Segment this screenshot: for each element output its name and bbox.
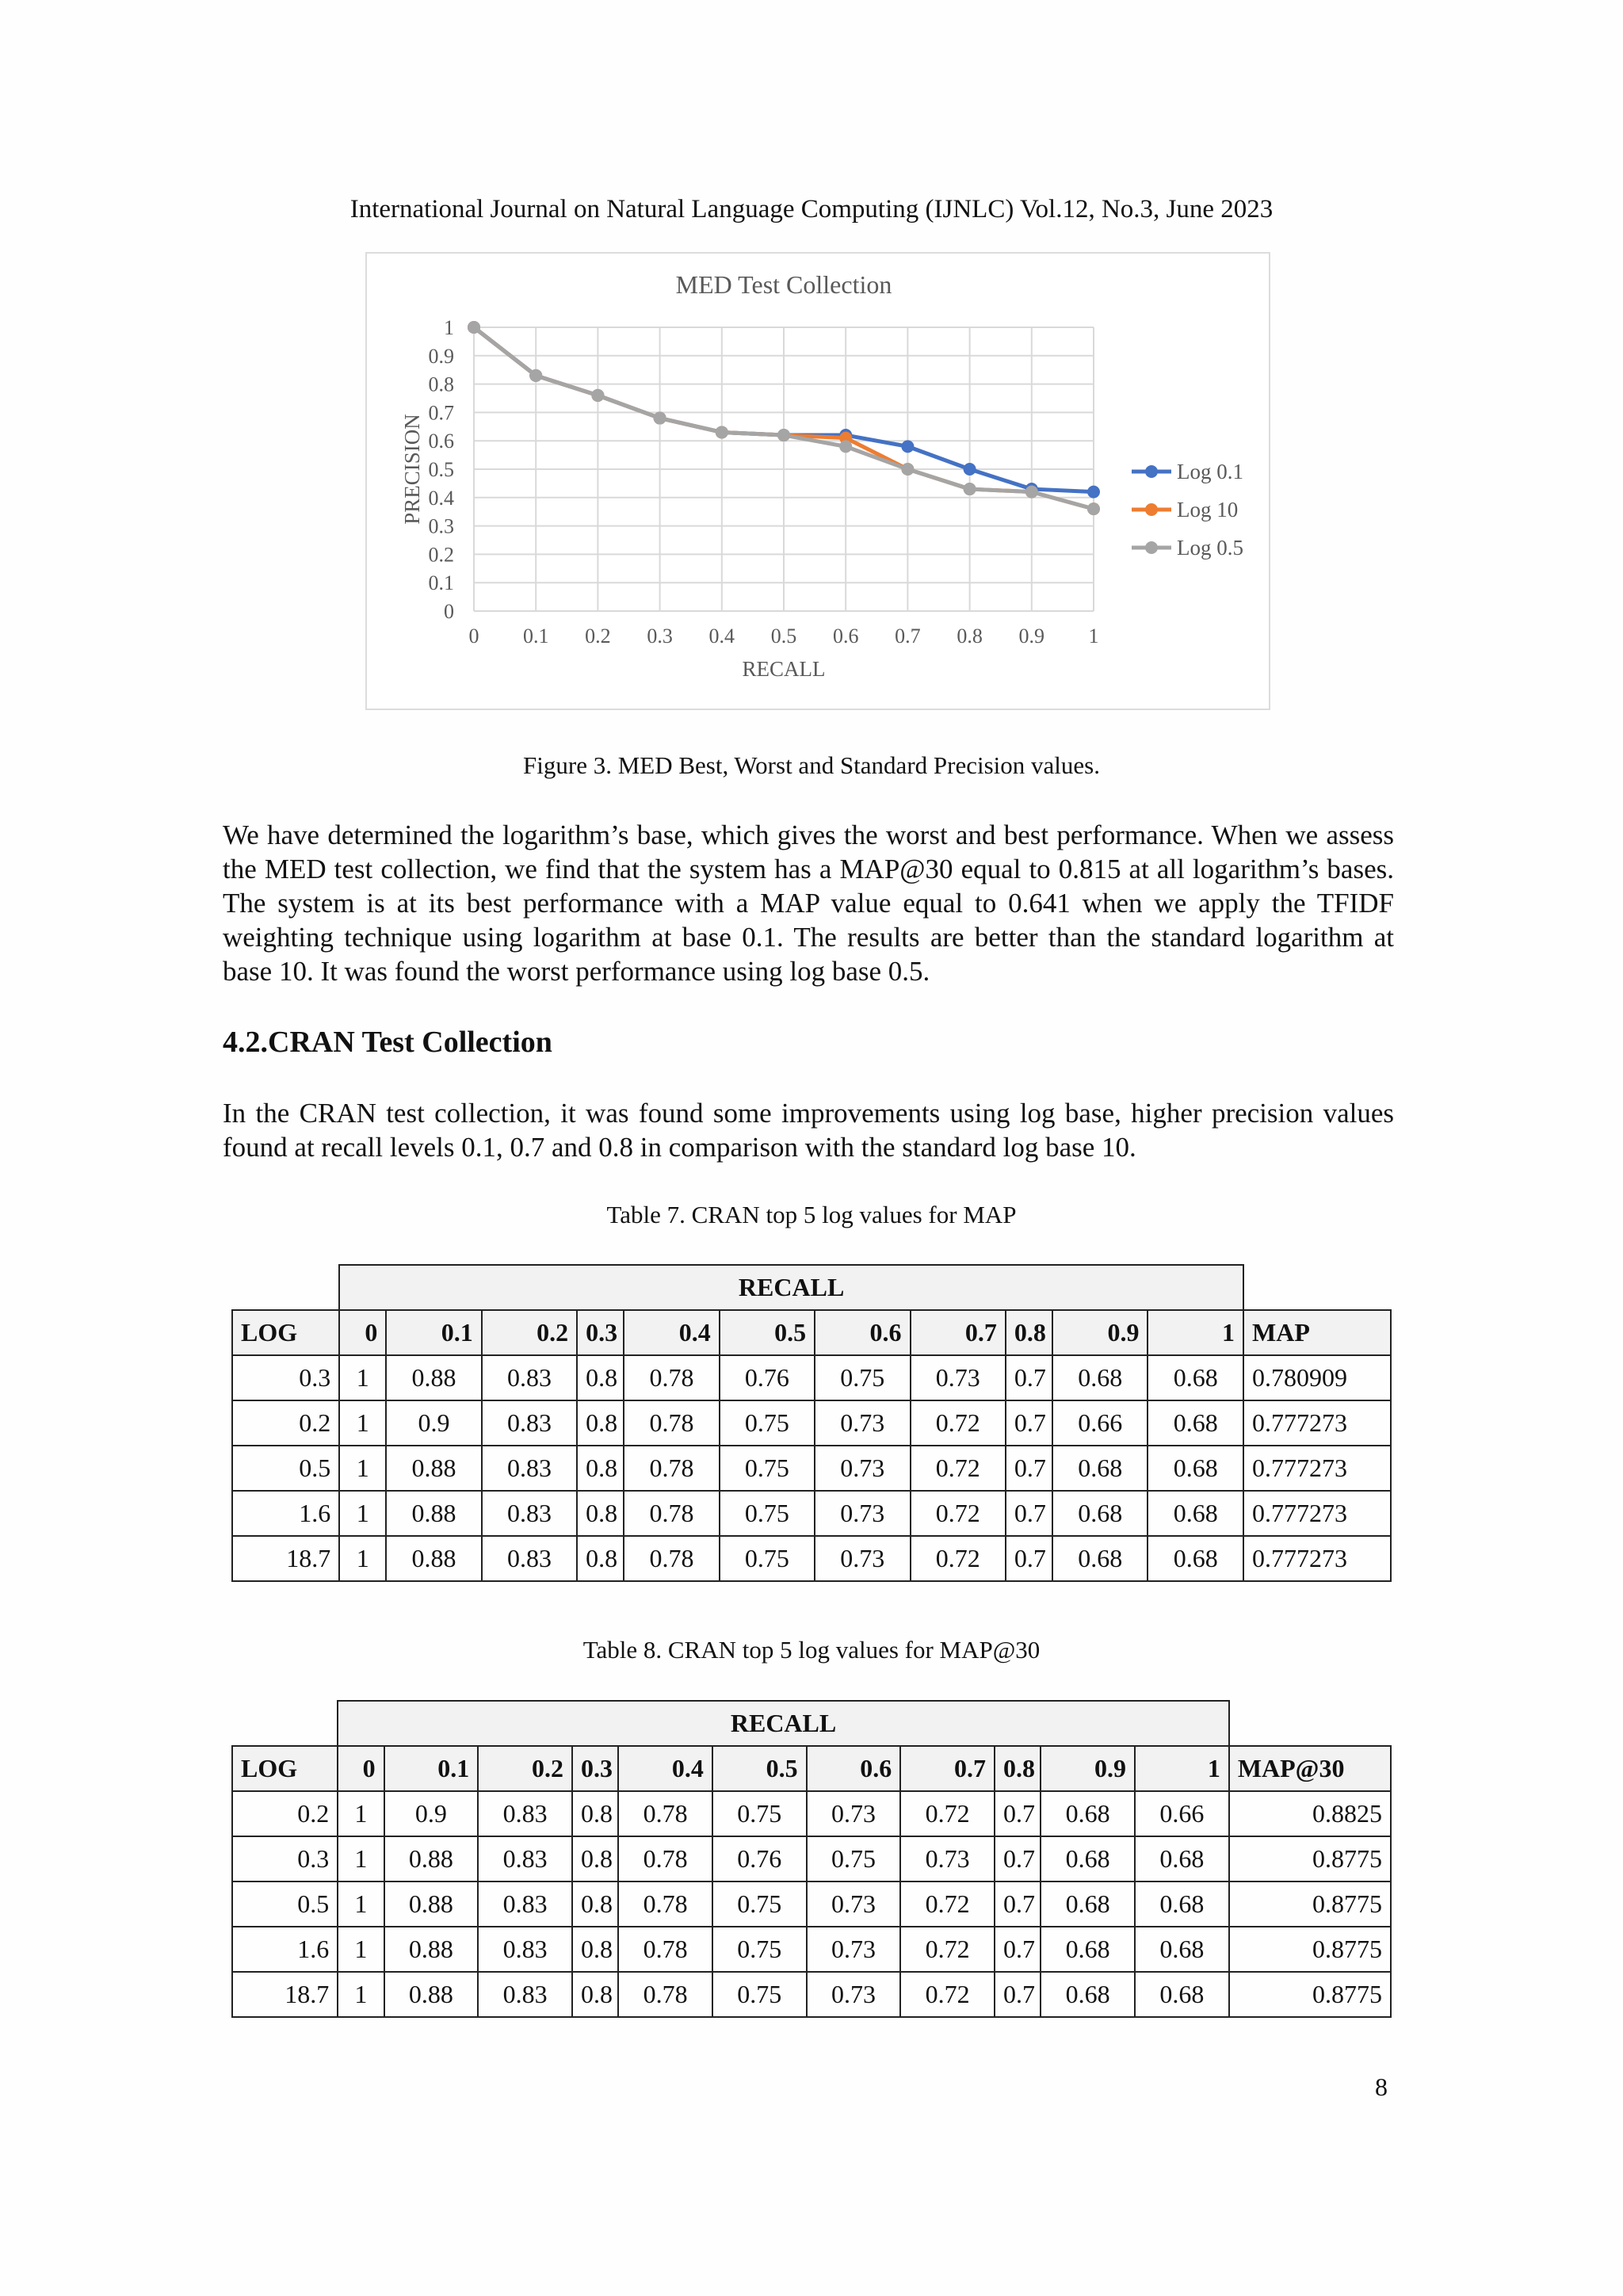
table-cell: 0.83 bbox=[482, 1491, 577, 1536]
column-header: 0 bbox=[339, 1310, 386, 1355]
table-cell: 0.777273 bbox=[1243, 1400, 1391, 1446]
legend-marker bbox=[1145, 541, 1158, 554]
column-header: 0.3 bbox=[577, 1310, 624, 1355]
table-row bbox=[232, 1972, 1391, 2017]
table-cell: 0.78 bbox=[618, 1791, 712, 1836]
y-tick-label: 0 bbox=[444, 600, 454, 623]
table-cell: 1 bbox=[338, 1881, 384, 1927]
data-point bbox=[777, 429, 790, 441]
table-row bbox=[232, 1355, 1391, 1400]
column-header: 0.1 bbox=[386, 1310, 481, 1355]
table-cell: 0.8 bbox=[577, 1400, 624, 1446]
table-cell: 0.72 bbox=[900, 1972, 995, 2017]
table-cell: 0.68 bbox=[1052, 1355, 1148, 1400]
column-header: 0.5 bbox=[712, 1746, 807, 1791]
recall-header-row bbox=[232, 1701, 1391, 1746]
legend-label: Log 0.5 bbox=[1177, 536, 1243, 560]
empty-corner-cell bbox=[232, 1265, 339, 1310]
column-header: LOG bbox=[232, 1310, 339, 1355]
table-cell: 0.8 bbox=[572, 1972, 618, 2017]
table-cell: 0.75 bbox=[720, 1536, 815, 1581]
table-cell: 0.7 bbox=[995, 1881, 1041, 1927]
table-cell: 0.2 bbox=[232, 1400, 339, 1446]
table-cell: 0.8775 bbox=[1229, 1927, 1391, 1972]
column-header: 0 bbox=[338, 1746, 384, 1791]
legend-label: Log 10 bbox=[1177, 498, 1239, 521]
table-cell: 0.83 bbox=[482, 1446, 577, 1491]
x-tick-label: 0.2 bbox=[585, 625, 611, 648]
table-cell: 0.73 bbox=[807, 1927, 901, 1972]
x-tick-label: 0 bbox=[468, 625, 479, 648]
table-cell: 0.68 bbox=[1041, 1927, 1135, 1972]
table-cell: 0.88 bbox=[386, 1536, 481, 1581]
table-cell: 18.7 bbox=[232, 1536, 339, 1581]
y-tick-label: 0.9 bbox=[428, 344, 454, 368]
table-row bbox=[232, 1927, 1391, 1972]
table-cell: 0.68 bbox=[1041, 1972, 1135, 2017]
y-tick-label: 1 bbox=[444, 316, 454, 339]
column-header: 0.9 bbox=[1041, 1746, 1135, 1791]
x-tick-label: 0.3 bbox=[647, 625, 673, 648]
y-tick-label: 0.8 bbox=[428, 372, 454, 396]
table-row bbox=[232, 1836, 1391, 1881]
data-point bbox=[901, 463, 914, 476]
table-cell: 0.75 bbox=[712, 1927, 807, 1972]
table-cell: 0.68 bbox=[1041, 1791, 1135, 1836]
table-cell: 0.75 bbox=[712, 1791, 807, 1836]
table-cell: 0.7 bbox=[1006, 1491, 1052, 1536]
table-cell: 0.75 bbox=[815, 1355, 910, 1400]
running-header: International Journal on Natural Language Computing (IJNLC) Vol.12, No.3, June 2023 bbox=[349, 195, 1274, 223]
table-cell: 0.68 bbox=[1135, 1927, 1229, 1972]
table-cell: 0.76 bbox=[712, 1836, 807, 1881]
table-cell: 0.7 bbox=[1006, 1536, 1052, 1581]
table-cell: 0.78 bbox=[618, 1927, 712, 1972]
recall-header-row bbox=[232, 1265, 1391, 1310]
table-row bbox=[232, 1491, 1391, 1536]
table-cell: 0.76 bbox=[720, 1355, 815, 1400]
table-cell: 0.5 bbox=[232, 1446, 339, 1491]
table-cell: 0.83 bbox=[478, 1972, 572, 2017]
table-cell: 0.3 bbox=[232, 1836, 338, 1881]
data-point bbox=[964, 463, 976, 476]
table-cell: 0.5 bbox=[232, 1881, 338, 1927]
table-cell: 0.66 bbox=[1052, 1400, 1148, 1446]
table-row bbox=[232, 1400, 1391, 1446]
table-cell: 0.777273 bbox=[1243, 1446, 1391, 1491]
table-cell: 0.8775 bbox=[1229, 1972, 1391, 2017]
table-cell: 1 bbox=[339, 1536, 386, 1581]
paragraph-cran-intro: In the CRAN test collection, it was found some improvements using log base, higher precision values found at recall levels 0.1, 0.7 and 0.8 in comparison with the standard log base 10. bbox=[223, 1098, 1394, 1163]
table-cell: 0.68 bbox=[1148, 1446, 1243, 1491]
table-cell: 0.7 bbox=[1006, 1446, 1052, 1491]
data-point bbox=[716, 426, 728, 438]
table-cell: 0.8 bbox=[577, 1355, 624, 1400]
table-cell: 0.83 bbox=[482, 1400, 577, 1446]
column-header: 0.4 bbox=[624, 1310, 719, 1355]
table-cell: 0.780909 bbox=[1243, 1355, 1391, 1400]
table-row bbox=[232, 1791, 1391, 1836]
column-header: 0.2 bbox=[478, 1746, 572, 1791]
table-cell: 1 bbox=[338, 1791, 384, 1836]
column-header: 0.4 bbox=[618, 1746, 712, 1791]
table-cell: 0.68 bbox=[1052, 1491, 1148, 1536]
column-header: 0.6 bbox=[815, 1310, 910, 1355]
table-cell: 0.75 bbox=[712, 1881, 807, 1927]
table-cell: 0.78 bbox=[624, 1536, 719, 1581]
table-cell: 0.8 bbox=[577, 1536, 624, 1581]
section-heading: 4.2.CRAN Test Collection bbox=[223, 1026, 552, 1059]
table-cell: 0.68 bbox=[1135, 1881, 1229, 1927]
legend-label: Log 0.1 bbox=[1177, 460, 1243, 483]
recall-group-header: RECALL bbox=[339, 1265, 1243, 1310]
table-cell: 1 bbox=[339, 1355, 386, 1400]
data-point bbox=[1087, 486, 1100, 499]
table-cell: 0.73 bbox=[815, 1446, 910, 1491]
paragraph-med-results: We have determined the logarithm’s base, which gives the worst and best performance. When we assess the MED test collection, we find that the system has a MAP@30 equal to 0.815 at all logarithm’s bases. The system is at its best performance with a MAP value equal to 0.641 when we apply the TFIDF weighting technique using logarithm at base 0.1. The results are better than the standard logarithm at base 10. It was found the worst performance using log base 0.5. bbox=[223, 819, 1394, 987]
column-header: 0.1 bbox=[384, 1746, 479, 1791]
legend-marker bbox=[1145, 465, 1158, 478]
column-header: 0.6 bbox=[807, 1746, 901, 1791]
table-cell: 0.88 bbox=[386, 1355, 481, 1400]
table-cell: 0.68 bbox=[1041, 1881, 1135, 1927]
table-cell: 0.72 bbox=[911, 1536, 1006, 1581]
column-header: 0.2 bbox=[482, 1310, 577, 1355]
table-cell: 0.7 bbox=[995, 1972, 1041, 2017]
table-cell: 1 bbox=[339, 1491, 386, 1536]
x-tick-label: 0.7 bbox=[895, 625, 921, 648]
table-cell: 0.83 bbox=[482, 1355, 577, 1400]
column-header: 1 bbox=[1135, 1746, 1229, 1791]
table-cell: 0.83 bbox=[478, 1836, 572, 1881]
empty-corner-cell bbox=[232, 1701, 338, 1746]
table-cell: 0.68 bbox=[1148, 1491, 1243, 1536]
data-point bbox=[529, 369, 542, 382]
table-cell: 0.75 bbox=[720, 1400, 815, 1446]
table-cell: 1 bbox=[338, 1836, 384, 1881]
table-cell: 0.73 bbox=[807, 1881, 901, 1927]
y-tick-label: 0.4 bbox=[428, 486, 454, 510]
y-tick-label: 0.6 bbox=[428, 430, 454, 453]
x-tick-label: 0.5 bbox=[770, 625, 797, 648]
table-cell: 1 bbox=[339, 1400, 386, 1446]
table-cell: 0.75 bbox=[712, 1972, 807, 2017]
table-cell: 0.72 bbox=[911, 1446, 1006, 1491]
table-cell: 1 bbox=[338, 1972, 384, 2017]
table-cell: 0.78 bbox=[624, 1446, 719, 1491]
table-cell: 0.68 bbox=[1148, 1355, 1243, 1400]
table-cell: 0.83 bbox=[482, 1536, 577, 1581]
x-tick-label: 0.8 bbox=[957, 625, 983, 648]
table7-caption: Table 7. CRAN top 5 log values for MAP bbox=[606, 1201, 1017, 1228]
recall-group-header: RECALL bbox=[338, 1701, 1229, 1746]
table-cell: 0.8 bbox=[572, 1836, 618, 1881]
data-point bbox=[1025, 486, 1038, 499]
table-cell: 0.68 bbox=[1135, 1836, 1229, 1881]
y-tick-label: 0.2 bbox=[428, 543, 454, 567]
table-cell: 0.75 bbox=[720, 1491, 815, 1536]
page-number: 8 bbox=[1375, 2073, 1388, 2101]
column-header-row bbox=[232, 1310, 1391, 1355]
empty-corner-cell bbox=[1229, 1701, 1391, 1746]
table-cell: 0.73 bbox=[807, 1791, 901, 1836]
table-cell: 0.9 bbox=[386, 1400, 481, 1446]
table-cell: 0.68 bbox=[1041, 1836, 1135, 1881]
table-cell: 0.72 bbox=[900, 1927, 995, 1972]
table-cell: 1.6 bbox=[232, 1491, 339, 1536]
table-cell: 0.9 bbox=[384, 1791, 479, 1836]
data-point bbox=[964, 483, 976, 495]
y-tick-label: 0.1 bbox=[428, 571, 454, 595]
table-cell: 0.7 bbox=[995, 1927, 1041, 1972]
table-cell: 0.75 bbox=[720, 1446, 815, 1491]
table-cell: 1.6 bbox=[232, 1927, 338, 1972]
table-cell: 0.88 bbox=[386, 1446, 481, 1491]
column-header: 1 bbox=[1148, 1310, 1243, 1355]
column-header: LOG bbox=[232, 1746, 338, 1791]
table-cell: 0.66 bbox=[1135, 1791, 1229, 1836]
table-cell: 0.88 bbox=[384, 1972, 479, 2017]
column-header: 0.9 bbox=[1052, 1310, 1148, 1355]
table-cell: 0.88 bbox=[384, 1881, 479, 1927]
column-header-row bbox=[232, 1746, 1391, 1791]
y-tick-label: 0.7 bbox=[428, 401, 454, 425]
table8-caption: Table 8. CRAN top 5 log values for MAP@30 bbox=[582, 1636, 1041, 1664]
table-cell: 0.7 bbox=[1006, 1400, 1052, 1446]
data-point bbox=[591, 389, 604, 402]
table-cell: 0.88 bbox=[384, 1836, 479, 1881]
chart-title: MED Test Collection bbox=[675, 270, 892, 299]
column-header: MAP@30 bbox=[1229, 1746, 1391, 1791]
table-cell: 0.72 bbox=[911, 1400, 1006, 1446]
table7 bbox=[231, 1264, 1392, 1582]
data-point bbox=[839, 440, 852, 453]
legend-marker bbox=[1145, 503, 1158, 516]
chart-svg bbox=[367, 254, 1272, 712]
table-cell: 0.83 bbox=[478, 1927, 572, 1972]
y-tick-label: 0.5 bbox=[428, 458, 454, 481]
x-tick-label: 0.9 bbox=[1018, 625, 1045, 648]
table-cell: 1 bbox=[339, 1446, 386, 1491]
data-point bbox=[901, 440, 914, 453]
data-point bbox=[654, 412, 666, 425]
table-cell: 0.777273 bbox=[1243, 1536, 1391, 1581]
table-cell: 0.8775 bbox=[1229, 1881, 1391, 1927]
table-cell: 0.78 bbox=[618, 1836, 712, 1881]
table-row bbox=[232, 1881, 1391, 1927]
x-tick-label: 0.6 bbox=[832, 625, 859, 648]
column-header: 0.5 bbox=[720, 1310, 815, 1355]
table-cell: 0.78 bbox=[618, 1972, 712, 2017]
table-cell: 0.7 bbox=[1006, 1355, 1052, 1400]
table-cell: 0.8 bbox=[572, 1881, 618, 1927]
table-cell: 0.88 bbox=[386, 1491, 481, 1536]
y-tick-label: 0.3 bbox=[428, 514, 454, 538]
table-cell: 0.78 bbox=[624, 1355, 719, 1400]
table-cell: 0.8 bbox=[572, 1927, 618, 1972]
table8 bbox=[231, 1700, 1392, 2018]
table-cell: 0.72 bbox=[911, 1491, 1006, 1536]
med-precision-chart bbox=[365, 252, 1270, 710]
table-cell: 0.72 bbox=[900, 1881, 995, 1927]
table-cell: 0.73 bbox=[911, 1355, 1006, 1400]
table-cell: 0.8 bbox=[577, 1446, 624, 1491]
table-cell: 0.73 bbox=[900, 1836, 995, 1881]
column-header: 0.7 bbox=[911, 1310, 1006, 1355]
x-tick-label: 1 bbox=[1088, 625, 1099, 648]
table-cell: 0.78 bbox=[624, 1400, 719, 1446]
table-cell: 0.73 bbox=[807, 1972, 901, 2017]
data-point bbox=[1087, 502, 1100, 515]
table-cell: 0.78 bbox=[624, 1491, 719, 1536]
table-cell: 0.8775 bbox=[1229, 1836, 1391, 1881]
table-cell: 0.3 bbox=[232, 1355, 339, 1400]
column-header: 0.8 bbox=[1006, 1310, 1052, 1355]
table-cell: 0.88 bbox=[384, 1927, 479, 1972]
table-cell: 0.68 bbox=[1148, 1400, 1243, 1446]
table-cell: 0.2 bbox=[232, 1791, 338, 1836]
table-cell: 0.73 bbox=[815, 1536, 910, 1581]
table-cell: 0.83 bbox=[478, 1881, 572, 1927]
empty-corner-cell bbox=[1243, 1265, 1391, 1310]
table-cell: 0.7 bbox=[995, 1791, 1041, 1836]
table-cell: 0.72 bbox=[900, 1791, 995, 1836]
column-header: 0.7 bbox=[900, 1746, 995, 1791]
table-cell: 0.68 bbox=[1148, 1536, 1243, 1581]
table-cell: 0.75 bbox=[807, 1836, 901, 1881]
table-cell: 18.7 bbox=[232, 1972, 338, 2017]
data-point bbox=[468, 321, 480, 334]
table-cell: 0.7 bbox=[995, 1836, 1041, 1881]
column-header: 0.8 bbox=[995, 1746, 1041, 1791]
table-cell: 0.78 bbox=[618, 1881, 712, 1927]
table-cell: 0.73 bbox=[815, 1491, 910, 1536]
table-cell: 0.68 bbox=[1052, 1536, 1148, 1581]
table-cell: 0.8 bbox=[577, 1491, 624, 1536]
table-cell: 0.8 bbox=[572, 1791, 618, 1836]
table-cell: 0.73 bbox=[815, 1400, 910, 1446]
y-axis-label: PRECISION bbox=[400, 414, 424, 525]
table-row bbox=[232, 1536, 1391, 1581]
column-header: 0.3 bbox=[572, 1746, 618, 1791]
x-tick-label: 0.1 bbox=[522, 625, 549, 648]
table-cell: 0.68 bbox=[1135, 1972, 1229, 2017]
table-cell: 0.777273 bbox=[1243, 1491, 1391, 1536]
table-cell: 0.8825 bbox=[1229, 1791, 1391, 1836]
table-row bbox=[232, 1446, 1391, 1491]
column-header: MAP bbox=[1243, 1310, 1391, 1355]
table-cell: 0.83 bbox=[478, 1791, 572, 1836]
x-tick-label: 0.4 bbox=[708, 625, 735, 648]
table-cell: 1 bbox=[338, 1927, 384, 1972]
figure-caption: Figure 3. MED Best, Worst and Standard Precision values. bbox=[523, 751, 1100, 779]
x-axis-label: RECALL bbox=[742, 657, 826, 681]
table-cell: 0.68 bbox=[1052, 1446, 1148, 1491]
